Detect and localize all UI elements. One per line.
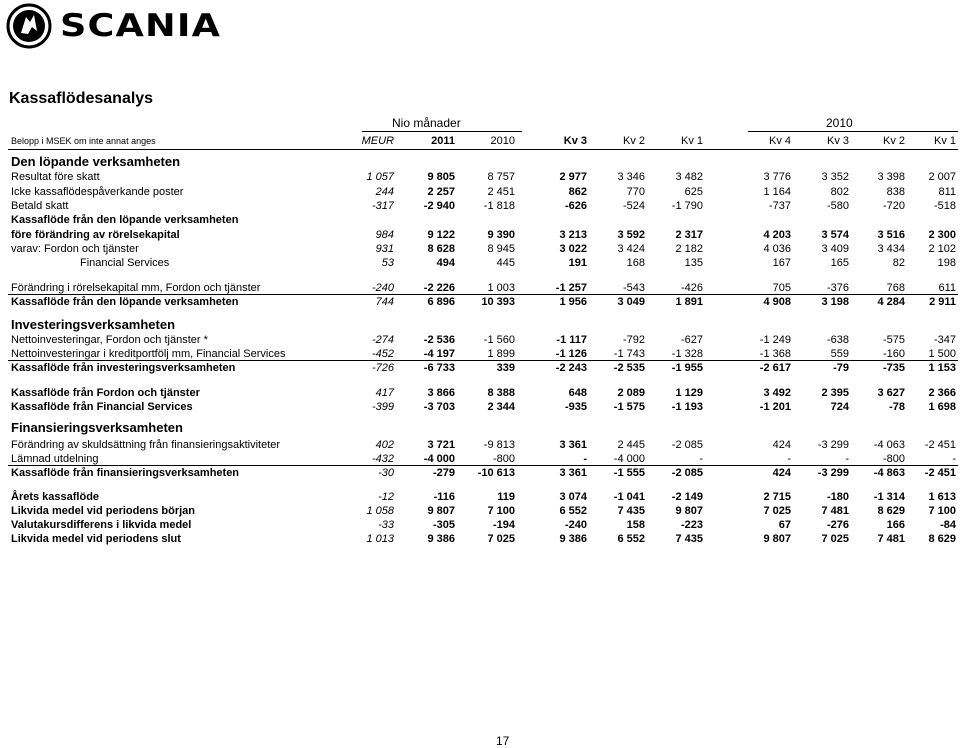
- column-header: 2011: [431, 135, 455, 147]
- table-cell: 7 435: [617, 505, 645, 517]
- table-cell: 6 552: [559, 505, 587, 517]
- table-cell: 158: [626, 519, 645, 531]
- table-cell: -426: [680, 282, 703, 294]
- table-cell: 198: [937, 257, 956, 269]
- table-cell: 3 424: [617, 243, 645, 255]
- table-cell: -627: [680, 334, 703, 346]
- page-title: Kassaflödesanalys: [9, 90, 154, 107]
- table-cell: 1 003: [487, 282, 515, 294]
- table-cell: 7 025: [821, 533, 849, 545]
- table-row: [0, 386, 960, 400]
- table-cell: 811: [938, 186, 956, 198]
- table-cell: -1 328: [671, 348, 703, 360]
- table-row: [0, 281, 960, 295]
- row-label: Nettoinvesteringar, Fordon och tjänster *: [11, 334, 208, 346]
- group-underline-nine-months: [362, 131, 522, 132]
- table-cell: 166: [886, 519, 905, 531]
- table-cell: -84: [940, 519, 956, 531]
- table-cell: -79: [833, 362, 849, 374]
- table-cell: 3 361: [559, 439, 587, 451]
- table-cell: 424: [772, 467, 791, 479]
- table-cell: -4 063: [873, 439, 905, 451]
- table-cell: -2 149: [671, 491, 703, 503]
- table-cell: -30: [378, 467, 394, 479]
- table-cell: 135: [684, 257, 703, 269]
- table-cell: -1 560: [483, 334, 515, 346]
- unit-note: Belopp i MSEK om inte annat anges: [11, 136, 156, 146]
- table-cell: -180: [826, 491, 849, 503]
- table-cell: -543: [622, 282, 645, 294]
- table-row: [0, 518, 960, 532]
- table-cell: -274: [371, 334, 394, 346]
- table-cell: -1 314: [873, 491, 905, 503]
- row-label: Årets kassaflöde: [11, 491, 100, 503]
- table-cell: 7 481: [821, 505, 849, 517]
- table-cell: 2 911: [929, 296, 956, 308]
- column-header: Kv 3: [826, 135, 849, 147]
- scania-logo: [6, 4, 222, 48]
- table-cell: 494: [436, 257, 455, 269]
- column-header: 2010: [490, 135, 515, 147]
- table-row: [0, 400, 960, 414]
- table-cell: 2 089: [617, 387, 645, 399]
- row-label: Financial Services: [80, 257, 170, 269]
- table-cell: -399: [371, 401, 394, 413]
- row-label: Icke kassaflödespåverkande poster: [11, 186, 184, 198]
- table-cell: -1 818: [483, 200, 515, 212]
- table-cell: -726: [371, 362, 394, 374]
- table-cell: -1 955: [671, 362, 703, 374]
- table-cell: 9 805: [427, 171, 455, 183]
- table-cell: 770: [626, 186, 645, 198]
- table-cell: 3 776: [763, 171, 791, 183]
- section-investing: Investeringsverksamheten: [11, 317, 176, 332]
- table-cell: 1 164: [763, 186, 791, 198]
- table-cell: -376: [826, 282, 849, 294]
- table-cell: 8 945: [487, 243, 515, 255]
- table-cell: 862: [568, 186, 587, 198]
- table-cell: 8 628: [427, 243, 455, 255]
- column-header: Kv 2: [622, 135, 645, 147]
- table-cell: -10 613: [477, 467, 515, 479]
- column-header: Kv 3: [563, 135, 587, 147]
- table-cell: 9 122: [427, 229, 455, 241]
- table-cell: 3 198: [821, 296, 849, 308]
- row-label: Resultat före skatt: [11, 171, 100, 183]
- row-label: Likvida medel vid periodens början: [11, 505, 195, 517]
- brand-wordmark: SCANIA: [60, 8, 222, 44]
- row-label: Kassaflöde från Fordon och tjänster: [11, 387, 200, 399]
- table-cell: 3 049: [617, 296, 645, 308]
- table-cell: -317: [371, 200, 394, 212]
- table-cell: -935: [564, 401, 587, 413]
- table-cell: -2 536: [423, 334, 455, 346]
- table-cell: 2 366: [928, 387, 956, 399]
- column-header-row: [0, 134, 960, 148]
- column-header: Kv 1: [680, 135, 703, 147]
- table-cell: -1 555: [613, 467, 645, 479]
- table-row: [0, 347, 960, 361]
- table-cell: 3 866: [427, 387, 455, 399]
- table-cell: 2 977: [559, 171, 587, 183]
- table-cell: 3 361: [559, 467, 587, 479]
- table-cell: -305: [432, 519, 455, 531]
- table-row: [0, 490, 960, 504]
- table-cell: 6 552: [617, 533, 645, 545]
- table-cell: 7 025: [763, 505, 791, 517]
- table-cell: 931: [375, 243, 394, 255]
- group-underline-year: [748, 131, 958, 132]
- table-cell: -518: [933, 200, 956, 212]
- table-cell: 1 698: [928, 401, 956, 413]
- row-label: Kassaflöde från den löpande verksamheten: [11, 214, 239, 226]
- table-cell: 744: [375, 296, 394, 308]
- table-cell: 417: [375, 387, 394, 399]
- table-cell: 724: [830, 401, 849, 413]
- table-cell: -800: [882, 453, 905, 465]
- table-cell: 7 100: [487, 505, 515, 517]
- table-cell: -524: [622, 200, 645, 212]
- table-cell: 3 022: [559, 243, 587, 255]
- table-cell: 648: [568, 387, 587, 399]
- table-cell: -1 249: [759, 334, 791, 346]
- table-cell: -1 368: [759, 348, 791, 360]
- row-label: före förändring av rörelsekapital: [11, 229, 180, 241]
- table-cell: 424: [772, 439, 791, 451]
- row-label: varav: Fordon och tjänster: [11, 243, 139, 255]
- table-cell: -1 117: [556, 334, 587, 346]
- table-cell: 1 058: [366, 505, 394, 517]
- row-label: Kassaflöde från Financial Services: [11, 401, 193, 413]
- table-cell: -452: [371, 348, 394, 360]
- table-cell: 2 257: [427, 186, 455, 198]
- table-row: [0, 438, 960, 452]
- table-cell: -1 193: [671, 401, 703, 413]
- table-cell: 1 500: [928, 348, 956, 360]
- table-cell: -580: [826, 200, 849, 212]
- table-cell: 1 129: [675, 387, 703, 399]
- table-cell: -792: [622, 334, 645, 346]
- group-header-nine-months: Nio månader: [392, 116, 461, 130]
- table-cell: 9 386: [427, 533, 455, 545]
- table-row: [0, 532, 960, 546]
- table-cell: 9 807: [427, 505, 455, 517]
- table-cell: 3 482: [675, 171, 703, 183]
- table-cell: -: [699, 453, 703, 465]
- table-cell: -432: [371, 453, 394, 465]
- table-cell: 67: [778, 519, 791, 531]
- table-cell: 2 451: [487, 186, 515, 198]
- header-rule: [8, 149, 958, 150]
- table-row: [0, 185, 960, 199]
- row-label: Betald skatt: [11, 200, 69, 212]
- table-cell: 4 284: [877, 296, 905, 308]
- table-cell: 1 013: [366, 533, 394, 545]
- table-row: [0, 170, 960, 184]
- section-operating: Den löpande verksamheten: [11, 154, 181, 169]
- table-cell: -223: [680, 519, 703, 531]
- column-header: Kv 1: [933, 135, 956, 147]
- table-row: [0, 333, 960, 347]
- table-cell: 2 715: [763, 491, 791, 503]
- table-cell: -1 575: [613, 401, 645, 413]
- table-cell: 445: [496, 257, 515, 269]
- table-row: [0, 256, 960, 270]
- table-cell: -3 299: [817, 467, 849, 479]
- table-cell: -1 126: [555, 348, 587, 360]
- table-cell: 625: [684, 186, 703, 198]
- table-cell: 4 203: [763, 229, 791, 241]
- table-cell: -4 197: [423, 348, 455, 360]
- table-cell: -2 535: [613, 362, 645, 374]
- table-cell: 838: [886, 186, 905, 198]
- table-cell: 3 074: [559, 491, 587, 503]
- group-header-year: 2010: [826, 116, 853, 130]
- table-cell: 9 390: [487, 229, 515, 241]
- table-cell: 3 492: [763, 387, 791, 399]
- table-cell: 8 629: [928, 533, 956, 545]
- table-cell: -2 451: [924, 467, 956, 479]
- table-cell: -3 703: [423, 401, 455, 413]
- table-cell: 9 807: [763, 533, 791, 545]
- table-cell: 165: [830, 257, 849, 269]
- table-cell: -: [952, 453, 956, 465]
- table-cell: -4 863: [873, 467, 905, 479]
- row-label: Kassaflöde från investeringsverksamheten: [11, 362, 236, 374]
- row-label: Kassaflöde från finansieringsverksamheten: [11, 467, 240, 479]
- column-header: Kv 2: [882, 135, 905, 147]
- table-row: [0, 466, 960, 480]
- table-cell: -78: [889, 401, 905, 413]
- table-cell: 168: [626, 257, 645, 269]
- table-row: [0, 213, 960, 227]
- table-cell: -1 790: [671, 200, 703, 212]
- table-cell: -626: [564, 200, 587, 212]
- table-cell: 1 956: [559, 296, 587, 308]
- table-cell: 2 300: [928, 229, 956, 241]
- table-cell: 1 613: [928, 491, 956, 503]
- table-cell: -347: [933, 334, 956, 346]
- table-cell: 7 435: [675, 533, 703, 545]
- table-row: [0, 452, 960, 466]
- row-label: Förändring i rörelsekapital mm, Fordon och tjänster: [11, 282, 261, 294]
- table-cell: 2 317: [675, 229, 703, 241]
- table-cell: -1 041: [613, 491, 645, 503]
- table-cell: -: [583, 453, 587, 465]
- table-cell: -9 813: [483, 439, 515, 451]
- table-cell: 611: [938, 282, 956, 294]
- table-cell: -33: [378, 519, 394, 531]
- table-cell: 167: [772, 257, 791, 269]
- table-cell: 82: [892, 257, 905, 269]
- table-cell: -240: [371, 282, 394, 294]
- table-cell: -1 257: [555, 282, 587, 294]
- table-cell: 402: [375, 439, 394, 451]
- row-label: Valutakursdifferens i likvida medel: [11, 519, 192, 531]
- table-cell: 2 007: [928, 171, 956, 183]
- table-cell: 6 896: [427, 296, 455, 308]
- table-cell: 802: [830, 186, 849, 198]
- table-row: [0, 361, 960, 375]
- table-cell: 1 899: [487, 348, 515, 360]
- table-cell: -2 451: [924, 439, 956, 451]
- row-label: Förändring av skuldsättning från finansieringsaktiviteter: [11, 439, 281, 451]
- row-label: Likvida medel vid periodens slut: [11, 533, 181, 545]
- table-cell: 7 025: [487, 533, 515, 545]
- section-financing: Finansieringsverksamheten: [11, 420, 183, 435]
- table-cell: 3 398: [877, 171, 905, 183]
- table-cell: 3 352: [821, 171, 849, 183]
- table-cell: -: [787, 453, 791, 465]
- table-cell: 9 386: [559, 533, 587, 545]
- table-cell: 1 057: [366, 171, 394, 183]
- table-row: [0, 242, 960, 256]
- table-cell: 7 100: [928, 505, 956, 517]
- table-cell: -1 201: [759, 401, 791, 413]
- table-cell: -279: [432, 467, 455, 479]
- table-cell: 2 395: [821, 387, 849, 399]
- table-cell: -720: [882, 200, 905, 212]
- table-cell: -: [845, 453, 849, 465]
- table-cell: -160: [882, 348, 905, 360]
- table-cell: 2 445: [617, 439, 645, 451]
- table-cell: 705: [772, 282, 791, 294]
- table-cell: 4 036: [763, 243, 791, 255]
- table-cell: 3 721: [427, 439, 455, 451]
- table-cell: 7 481: [877, 533, 905, 545]
- table-cell: -800: [492, 453, 515, 465]
- table-cell: -2 940: [423, 200, 455, 212]
- table-cell: -638: [826, 334, 849, 346]
- table-cell: 9 807: [675, 505, 703, 517]
- table-cell: -575: [882, 334, 905, 346]
- table-cell: 984: [375, 229, 394, 241]
- table-cell: 3 346: [617, 171, 645, 183]
- column-header: MEUR: [361, 135, 394, 147]
- table-cell: -2 085: [671, 439, 703, 451]
- table-cell: -4 000: [613, 453, 645, 465]
- table-row: [0, 228, 960, 242]
- table-cell: 768: [886, 282, 905, 294]
- table-cell: 53: [381, 257, 394, 269]
- table-row: [0, 295, 960, 309]
- table-cell: -276: [826, 519, 849, 531]
- table-cell: 2 344: [487, 401, 515, 413]
- table-cell: -12: [378, 491, 394, 503]
- table-cell: -735: [882, 362, 905, 374]
- table-cell: 2 102: [928, 243, 956, 255]
- table-cell: 244: [375, 186, 394, 198]
- griffin-emblem-icon: [6, 3, 52, 49]
- table-cell: 3 627: [877, 387, 905, 399]
- table-cell: 3 574: [821, 229, 849, 241]
- row-label: Nettoinvesteringar i kreditportfölj mm, Financial Services: [11, 348, 286, 360]
- table-cell: 8 757: [487, 171, 515, 183]
- table-cell: 191: [568, 257, 587, 269]
- table-cell: -116: [433, 491, 455, 503]
- table-cell: -2 243: [555, 362, 587, 374]
- row-label: Kassaflöde från den löpande verksamheten: [11, 296, 239, 308]
- table-cell: 4 908: [763, 296, 791, 308]
- table-cell: 3 213: [559, 229, 587, 241]
- table-cell: -2 226: [423, 282, 455, 294]
- table-cell: -194: [492, 519, 515, 531]
- table-cell: -240: [564, 519, 587, 531]
- table-cell: -2 085: [671, 467, 703, 479]
- table-cell: 8 388: [487, 387, 515, 399]
- table-cell: 2 182: [675, 243, 703, 255]
- table-cell: -3 299: [817, 439, 849, 451]
- table-cell: 559: [830, 348, 849, 360]
- table-cell: 3 516: [877, 229, 905, 241]
- row-label: Lämnad utdelning: [11, 453, 99, 465]
- page-number: 17: [496, 734, 510, 748]
- table-cell: 119: [497, 491, 515, 503]
- table-cell: 3 592: [617, 229, 645, 241]
- table-cell: -6 733: [423, 362, 455, 374]
- table-cell: 3 409: [821, 243, 849, 255]
- table-row: [0, 199, 960, 213]
- column-header: Kv 4: [768, 135, 791, 147]
- table-cell: 1 153: [928, 362, 956, 374]
- table-cell: 3 434: [877, 243, 905, 255]
- table-cell: -4 000: [423, 453, 455, 465]
- table-cell: -2 617: [759, 362, 791, 374]
- table-cell: 8 629: [877, 505, 905, 517]
- table-cell: -737: [768, 200, 791, 212]
- table-cell: 10 393: [481, 296, 515, 308]
- table-row: [0, 504, 960, 518]
- table-cell: -1 743: [613, 348, 645, 360]
- table-cell: 1 891: [675, 296, 703, 308]
- table-cell: 339: [496, 362, 515, 374]
